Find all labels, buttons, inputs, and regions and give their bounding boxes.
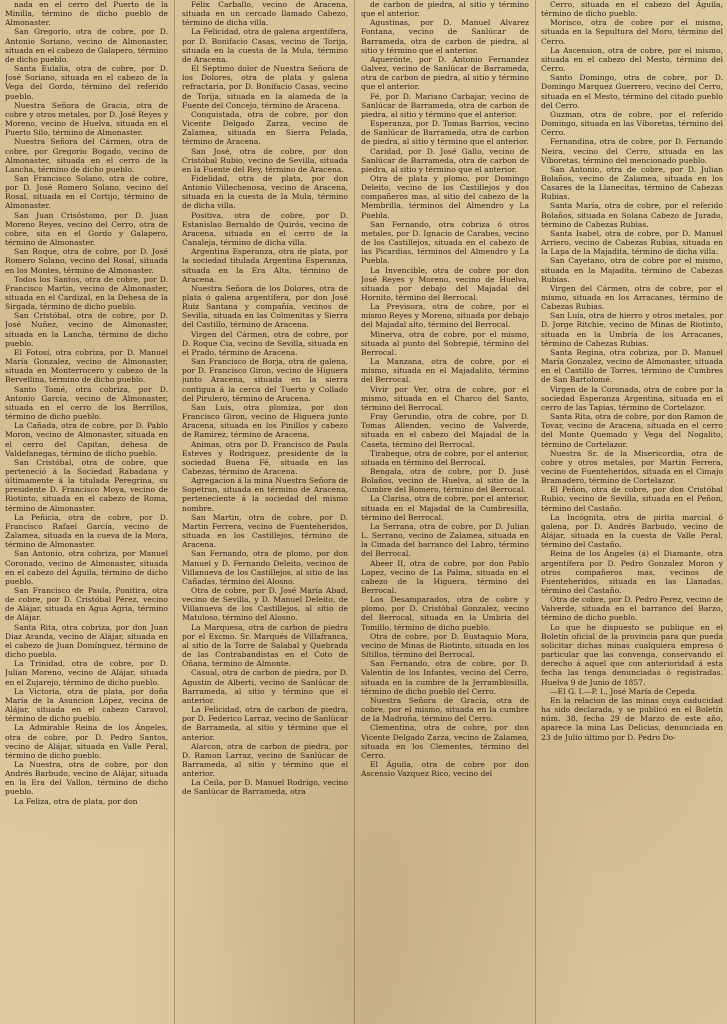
mine-entry: Otra de cobre, por D. José María Abad, vecino de Sevilla, y D. Manuel Deleito, de Villanueva de los Castillejos, al sitio de Matuloso, término del Alosno. — [182, 586, 348, 623]
mine-entry: Agregacion á la mina Nuestra Señora de Sopetran, situada en término de Aracena, perteneciente á la sociedad del mismo nombre. — [182, 476, 348, 513]
mine-entry: Santa Eulalia, otra de cobre, por D. José Soriano, situada en el cabezo de la Vega del Gordo, término del referido pueblo. — [5, 64, 168, 101]
mine-entry: El Peñon, otra de cobre, por don Cristóbal Rubio, vecino de Sevilla, situada en el Peñon, término del Castaño. — [541, 485, 723, 513]
mine-entry: Virgen de la Coronada, otra de cobre por la sociedad Esperanza Argentina, situada en el cerro de las Tapias, término de Cortelazor. — [541, 384, 723, 412]
mine-entry: La Manzana, otra de cobre, por el mismo, situada en el Majadalito, término del Berrocal. — [361, 357, 529, 385]
mine-entry: Vivir por Ver, otra de cobre, por el mismo, situada en el Charco del Santo, término del Berrocal. — [361, 384, 529, 412]
mine-entry: Fidelidad, otra de plata, por don Antonio Villechenosa, vecino de Aracena, situada en la cuesta de la Mula, término de dicha villa. — [182, 173, 348, 211]
mine-entry: Todos los Santos, otra de cobre, por D. Francisco Martin, vecino de Almonaster, situada en el Cardizal, en la Dehesa de la Sirgada, término de dicho pueblo. — [5, 274, 168, 312]
mine-entry: Santa María, otra de cobre, por el referido Bolaños, situada en Solana Cabezo de Jurado, término de Cabezas Rubias. — [541, 201, 723, 229]
mine-entry: San Cristóbal, otra de cobre, que perteneció á la Sociedad Rabadana y últimamente á la titulada Peregrina, su presidente D. Francisco Moya, vecino de Riotinto, situada en el cabezo de Roma, término de Almonaster. — [5, 457, 168, 513]
mine-entry: Reina de los Ángeles (á) el Diamante, otra argentífera por D. Pedro Gonzalez Moron y otros compañeros mas, vecinos de Fuenteheridos, situada en las Llanadas, término del Castaño. — [541, 549, 723, 595]
mine-entry: El Séptimo dolor de Nuestra Señora de los Dolores, otra de plata y galena refractaria, por D. Bonifacio Casas, vecino de Torija, situada en la alameda de la Fuente del Concejo, término de Aracena. — [182, 64, 348, 110]
mine-entry: La Serrana, otra de cobre, por D. Julian L. Serrano, vecino de Zalamea, situada en la Cimada del barranco del Labro, término del Berrocal. — [361, 521, 529, 559]
mine-entry: La Feliza, otra de plata, por don — [14, 796, 138, 806]
mine-entry: Santo Tomé, otra cobriza, por D. Antonio García, vecino de Almonaster, situada en el cerro de los Berrillos, término de dicho pueblo. — [5, 384, 168, 422]
mine-entry: Conquistada, otra de cobre, por don Vicente Delgado Zarza, vecino de Zalamea, situada en Sierra Pelada, término de Aracena. — [182, 109, 348, 147]
mine-entry: Santa Regina, otra cobriza, por D. Manuel María Gonzalez, vecino de Almonaster, situada en el Castillo de Torres, término de Cumbres de San Bartolomé. — [541, 347, 723, 385]
mine-entry: San Luis, otra plomiza, por don Francisco Giron, vecino de Higuera junto Aracena, situada en los Pinillos y cabezo de Ramirez, término de Aracena. — [182, 402, 348, 440]
mine-entry: La Marquesa, otra de carbon de piedra por el Excmo. Sr. Marqués de Villafranca, al sitio de la Torre de Salabal y Quebrada de las Contrabandistas en el Coto de Oñana, término de Almonte. — [182, 622, 348, 669]
mine-entry: Fray Gerundio, otra de cobre, por D. Tomas Allenden, vecino de Valverde, situada en el cabezo del Majadal de la Caseta, término del Berrocal. — [361, 412, 529, 449]
mine-entry: Cerro, situada en el cabezo del Águila, término de dicho pueblo. — [541, 0, 723, 19]
mine-entry: En la relacion de las minas cuya caducidad ha sido declarada, y se publicó en el Boletín núm. 38, fecha 29 de Marzo de este año, aparece la mina Las Delicias, denunciada en 23 de Julio último por D. Pedro Do- — [541, 695, 723, 742]
column-3 — [361, 0, 529, 1024]
mine-entry: Félix Carballo, vecino de Aracena, situada en un cercado llamado Cabezo, término de dicha villa. — [182, 0, 348, 28]
mine-entry: Clementina, otra de cobre, por don Vicente Delgado Zarza, vecino de Zalamea, situada en los Clementes, término del Cerro. — [361, 723, 529, 760]
mine-entry: El Fotosí, otra cobriza, por D. Manuel María Gonzalez, vecino de Almonaster, situada en Monterrocero y cabezo de la Bervellina, término de dicho pueblo. — [5, 347, 168, 385]
column-divider — [354, 0, 355, 1024]
mine-entry: San Francisco Solano, otra de cobre, por D. José Romero Solano, vecino del Rosal, situada en el Cortijo, término de Almonaster. — [5, 173, 168, 211]
mine-entry: nada en el cerro del Puerto de la Minilla, término de dicho pueblo de Almonaster. — [5, 0, 168, 28]
mine-entry: San Fernando, otra de plomo, por don Manuel y D. Fernando Deleito, vecinos de Villanueva de los Castillejos, al sitio de las Cañadas, término del Alosno. — [182, 549, 348, 586]
mine-entry: Argentina Esperanza, otra de plata, por la sociedad titulada Argentina Esperanza, situada en la Era Alta, término de Aracena. — [182, 247, 348, 284]
mine-entry: Fé, por D. Mariano Carbajar, vecino de Sanlúcar de Barrameda, otra de carbon de piedra, al sitio y término que el anterior. — [361, 91, 529, 119]
mine-entry: Minerva, otra de cobre, por el mismo, situada al punto del Sobrepié, término del Berrocal. — [361, 329, 529, 357]
mine-entry: Santo Domingo, otra de cobre, por D. Domingo Marquez Guerrero, vecino del Cerro, situada en el Mesto, término del citado pueblo del Cerro. — [541, 73, 723, 110]
mine-entry: El Águila, otra de cobre por don Ascensio Vazquez Rico, vecino del — [361, 759, 529, 779]
mine-entry: San Cayetano, otra de cobre por el mismo, situada en la Majadita, término de Cabezas Rubias. — [541, 256, 723, 284]
mine-entry: Otra de plata y plomo, por Domingo Deleito, vecino de los Castillejos y dos compañeros mas, al sitio del cabezo de la Membrilla, términos del Almendro y La Puebla. — [361, 173, 529, 220]
mine-entry: La Previsora, otra de cobre, por el mismo Reyes y Moreno, situada por debajo del Majadal alto, término del Berrocal. — [361, 302, 529, 330]
mine-entry: San Martin, otra de cobre, por D. Martin Ferrera, vecino de Fuenteheridos, situada en los Castillejos, término de Aracena. — [182, 512, 348, 550]
mine-entry: Bengala, otra de cobre, por D. Jusé Bolaños, vecino de Huelva, al sitio de la Cumbre del Romero, término del Berrocal. — [361, 466, 529, 495]
mine-entry: Lo que he dispuesto se publique en el Boletín oficial de la provincia para que pueda solicitar dichas minas cualquiera empresa ó particular que las convenga, conservando el derecho á aquel que con anterioridad á esta fecha las tenga denunciadas ó registradas. Huelva 9 de Junio de 1857. — [541, 622, 723, 687]
mine-entry: San Juan Crisóstomo, por D. Juan Moreno Reyes, vecino del Cerro, otra de cobre, sita en el Gordo y Galapero, término de Almonaster. — [5, 210, 168, 248]
mine-entry: La Incógnita, otra de pirita marcial ó galena, por D. Andrés Barbudo, vecino de Alájar, situada en la cuesta de Valle Peral, término del Castaño. — [541, 512, 723, 550]
mine-entry: San Cristóbal, otra de cobre, por D. José Nuñez, vecino de Almonaster, situada en la Lancha, término de dicho pueblo. — [5, 311, 168, 348]
mine-entry: Nuestra Sr. de la Misericordia, otra de cobre y otros metales, por Martin Ferrera, vecino de Fuenteheridos, situada en el Cimajo Bramadero, término de Cortelazor. — [541, 448, 723, 486]
mine-entry: Aquerónte, por D. Antonio Fernandez Galvez, vecino de Sanlúcar de Barrameda, otra de carbon de piedra, al sitio y término que el anterior. — [361, 54, 529, 92]
mine-entry: Nuestra Señora de Gracia, otra de cobre y otros metales, por D. José Reyes y Moreno, vecino de Huelva, situada en el Puerto Silo, término de Almonaster. — [5, 100, 168, 138]
mine-entry: San Antonio, otra cobriza, por Manuel Coronado, vecino de Almonaster, situada en el cabezo del Águila, término de dicho pueblo. — [5, 549, 168, 586]
mine-entry: San Antonio, otra de cobre, por D. Julian Bolaños, vecino de Zalamea, situada en los Casares de la Llanecitas, término de Cabezas Rubias. — [541, 164, 723, 202]
mine-entry: Agustinas, por D. Manuel Alvarez Fontana, vecino de Sanlúcar de Barrameda, otra de carbon de piedra, al sitio y término que el anterior. — [361, 18, 529, 55]
mine-entry: Guzman, otra de cobre, por el referido Domingo, situada en las Víboretas, término del Cerro. — [541, 109, 723, 138]
mine-entry: Los Desamparados, otra de cobre y plomo, por D. Cristóbal Gonzalez, vecino del Berrocal, situada en la Umbria del Tomillo, término de dicho pueblo. — [361, 595, 529, 632]
mine-entry: Nuestra Señora de los Dolores, otra de plata ó galena argentífera, por don José Ruiz Santana y compañía, vecinos de Sevilla, situada en las Colmenitas y Sierra del Castillo, término de Aracena. — [182, 283, 348, 330]
mine-entry: San Francisco de Paula, Ponitira, otra de cobre, por D. Cristóbal Pérez, vecino de Alájar, situada en Agua Agria, término de Alájar. — [5, 586, 168, 623]
column-divider — [174, 0, 175, 1024]
mine-entry: Fernandina, otra de cobre, por D. Fernando Neira, vecino del Cerro, situada en las Víboretas, término del mencionado pueblo. — [541, 137, 723, 165]
mine-entry: La Peñicia, otra de cobre, por D. Francisco Rafael García, vecino de Zalamea, situada en la cueva de la Mora, término de Almonaster. — [5, 512, 168, 550]
mine-entry: La Nuestra, otra de cobre, por don Andrés Barbudo, vecino de Alájar, situada en la Era del Vallon, término de dicho pueblo. — [5, 759, 168, 797]
mine-entry: —El G. I.—P. I., José María de Cepeda. — [550, 686, 698, 696]
mine-entry: San Luis, otra de hierro y otros metales, por D. Jorge Ritchie, vecino de Minas de Riotinto, situada en la Umbría de los Arracanes, término de Cabezas Rubias. — [541, 311, 723, 348]
mine-entry: San Gregorio, otra de cobre, por D. Antonio Soriano, vecino de Almonaster, situada en el cabezo de Galapero, término de dicho pueblo. — [5, 27, 168, 64]
mine-entry: La Ascension, otra de cobre, por el mismo, situada en el cabezo del Mesto, término del Cerro. — [541, 45, 723, 74]
column-2 — [182, 0, 348, 1024]
mine-entry: La Felicidad, otra de galena argentífera, por D. Bonifacio Casas, vecino de Torija, situada en la cuesta de la Mula, término de Aracena. — [182, 27, 348, 64]
mine-entry: Abeer II, otra de cobre, por don Pablo Lopez, vecino de La Palma, situada en el cabezo de la Higuera, término del Berrocal. — [361, 558, 529, 595]
mine-entry: de carbon de piedra, al sitio y término que el anterior. — [361, 0, 529, 19]
mine-entry: La Admirable Reina de los Ángeles, otra de cobre, por D. Pedro Santos, vecino de Alájar, situada en Valle Peral, término de dicho pueblo. — [5, 723, 168, 760]
mine-entry: Nuestra Señora de Gracia, otra de cobre, por el mismo, situada en la cumbre de la Madroña, término del Cerro. — [361, 695, 529, 724]
mine-entry: Santa Rita, otra de cobre, por don Ramon de Tovar, vecino de Aracena, situada en el cerro del Monte Quemado y Vega del Nogalito, término de Cortelazor. — [541, 412, 723, 449]
mine-entry: Otra de cobre, por D. Eustaquio Mora, vecino de Minas de Riotinto, situada en los Sitillos, término del Berrocal. — [361, 631, 529, 660]
column-4 — [541, 0, 723, 1024]
mine-entry: La Trinidad, otra de cobre, por D. Julian Moreno, vecino de Alájar, situada en el Zujarejo, término de dicho pueblo. — [5, 659, 168, 687]
mine-entry: Morisco, otra de cobre por el mismo, situada en la Sepultura del Moro, término del Cerro. — [541, 18, 723, 46]
mine-entry: Virgen del Cármen, otra de cobre, por el mismo, situada en los Arracanes, término de Cabezas Rubias. — [541, 283, 723, 312]
mine-entry: La Felicidad, otra de carbon de piedra, por D. Federico Larraz, vecino de Sanlúcar de Barrameda, al sitio y término que el anterior. — [182, 705, 348, 742]
mine-entry: Caridad, por D. José Gallo, vecino de Sanlúcar de Barrameda, otra de carbon de piedra, al sitio y término que el anterior. — [361, 146, 529, 174]
column-divider — [535, 0, 536, 1024]
mine-entry: San Francisco de Borja, otra de galena, por D. Francisco Giron, vecino de Higuera junto Aracena, situada en la sierra contigua á la cerca del Tuerto y Collado del Pirulero, término de Aracena. — [182, 357, 348, 403]
mine-entry: La Cañada, otra de cobre, por D. Pablo Moron, vecino de Almonaster, situada en el cerro del Capitan, dehesa de Valdefanegas, término de dicho pueblo. — [5, 421, 168, 458]
mine-entry: Positiva, otra de cobre, por D. Estanislao Bernaldo de Quirós, vecino de Aracena, situada en el cerro de la Canaleja, término de dicha villa. — [182, 210, 348, 248]
column-1 — [5, 0, 168, 1024]
mine-entry: La Ceila, por D. Manuel Rodrigo, vecino de Sanlúcar de Barrameda, otra — [182, 778, 348, 797]
mine-entry: La Clarisa, otra de cobre, por el anterior, situada en el Majadal de la Cumbresilla, término del Berrocal. — [361, 494, 529, 522]
mine-entry: San Fernando, otra cobriza ó otros metales, por D. Ignacio de Carabes, vecino de los Castillejos, situada en el cabezo de las Picardias, términos del Almendro y La Puebla. — [361, 219, 529, 266]
mine-entry: San Fernando, otra de cobre, por D. Valentin de los Infantes, vecino del Cerro, situada en la cumbre de la Jerramblosilla, término de dicho pueblo del Cerro. — [361, 659, 529, 696]
mine-entry: Alarcon, otra de carbon de piedra, por D. Ramon Larraz, vecino de Sanlúcar de Barrameda, al sitio y término que el anterior. — [182, 741, 348, 779]
mine-entry: La Invencible, otra de cobre por don José Reyes y Moreno, vecino de Huelva, situada por debajo del Majadal del Hornito, término del Berrocal. — [361, 265, 529, 302]
mine-entry: Casual, otra de carbon de piedra, por D. Agustin de Alberti, vecino de Sanlúcar de Barrameda, al sitio y término que el anterior. — [182, 668, 348, 705]
mine-entry: Tirabeque, otra de cobre, por el anterior, situada en término del Berrocal. — [361, 448, 529, 467]
mine-entry: Esperanza, por D. Tomas Barrios, vecino de Sanlúcar de Barrameda, otra de carbon de piedra, al sitio y término que el anterior. — [361, 119, 529, 147]
mine-entry: San Roque, otra de cobre, por D. José Romero Solano, vecino del Rosal, situada en los Montes, término de Almonaster. — [5, 247, 168, 275]
mine-entry: La Victoria, otra de plata, por doña María de la Asuncion López, vecina de Alájar, situada en el cabezo Caravol, término de dicho pueblo. — [5, 686, 168, 724]
mine-entry: Otra de cobre, por D. Pedro Perez, vecino de Valverde, situada en el barranco del Barzo, término de dicho pueblo. — [541, 595, 723, 623]
mine-entry: Santa Rita, otra cobriza, por don Juan Diaz Aranda, vecino de Alájar, situada en el cabezo de Juan Domínguez, término de dicho pueblo. — [5, 622, 168, 660]
mine-entry: San José, otra de cobre, por don Cristóbal Rubio, vecino de Sevilla, situada en la Fuente del Rey, término de Aracena. — [182, 146, 348, 174]
mine-entry: Santa Isabel, otra de cobre, por D. Manuel Arriero, vecino de Cabezas Rubias, situada en la Lapa de la Majadita, término de dicha villa. — [541, 228, 723, 257]
mine-entry: Nuestra Señora del Cármen, otra de cobre, por Gregorio Bogado, vecino de Almonaster, situada en el cerro de la Lancha, término de dicho pueblo. — [5, 137, 168, 174]
mine-entry: Virgen del Cármen, otra de cobre, por D. Roque Cia, vecino de Sevilla, situada en el Prado, término de Aracena. — [182, 329, 348, 357]
mine-entry: Animas, otra por D. Francisco de Paula Esteves y Rodriguez, presidente de la sociedad Buena Fé, situada en las Cabezas, término de Aracena. — [182, 439, 348, 476]
